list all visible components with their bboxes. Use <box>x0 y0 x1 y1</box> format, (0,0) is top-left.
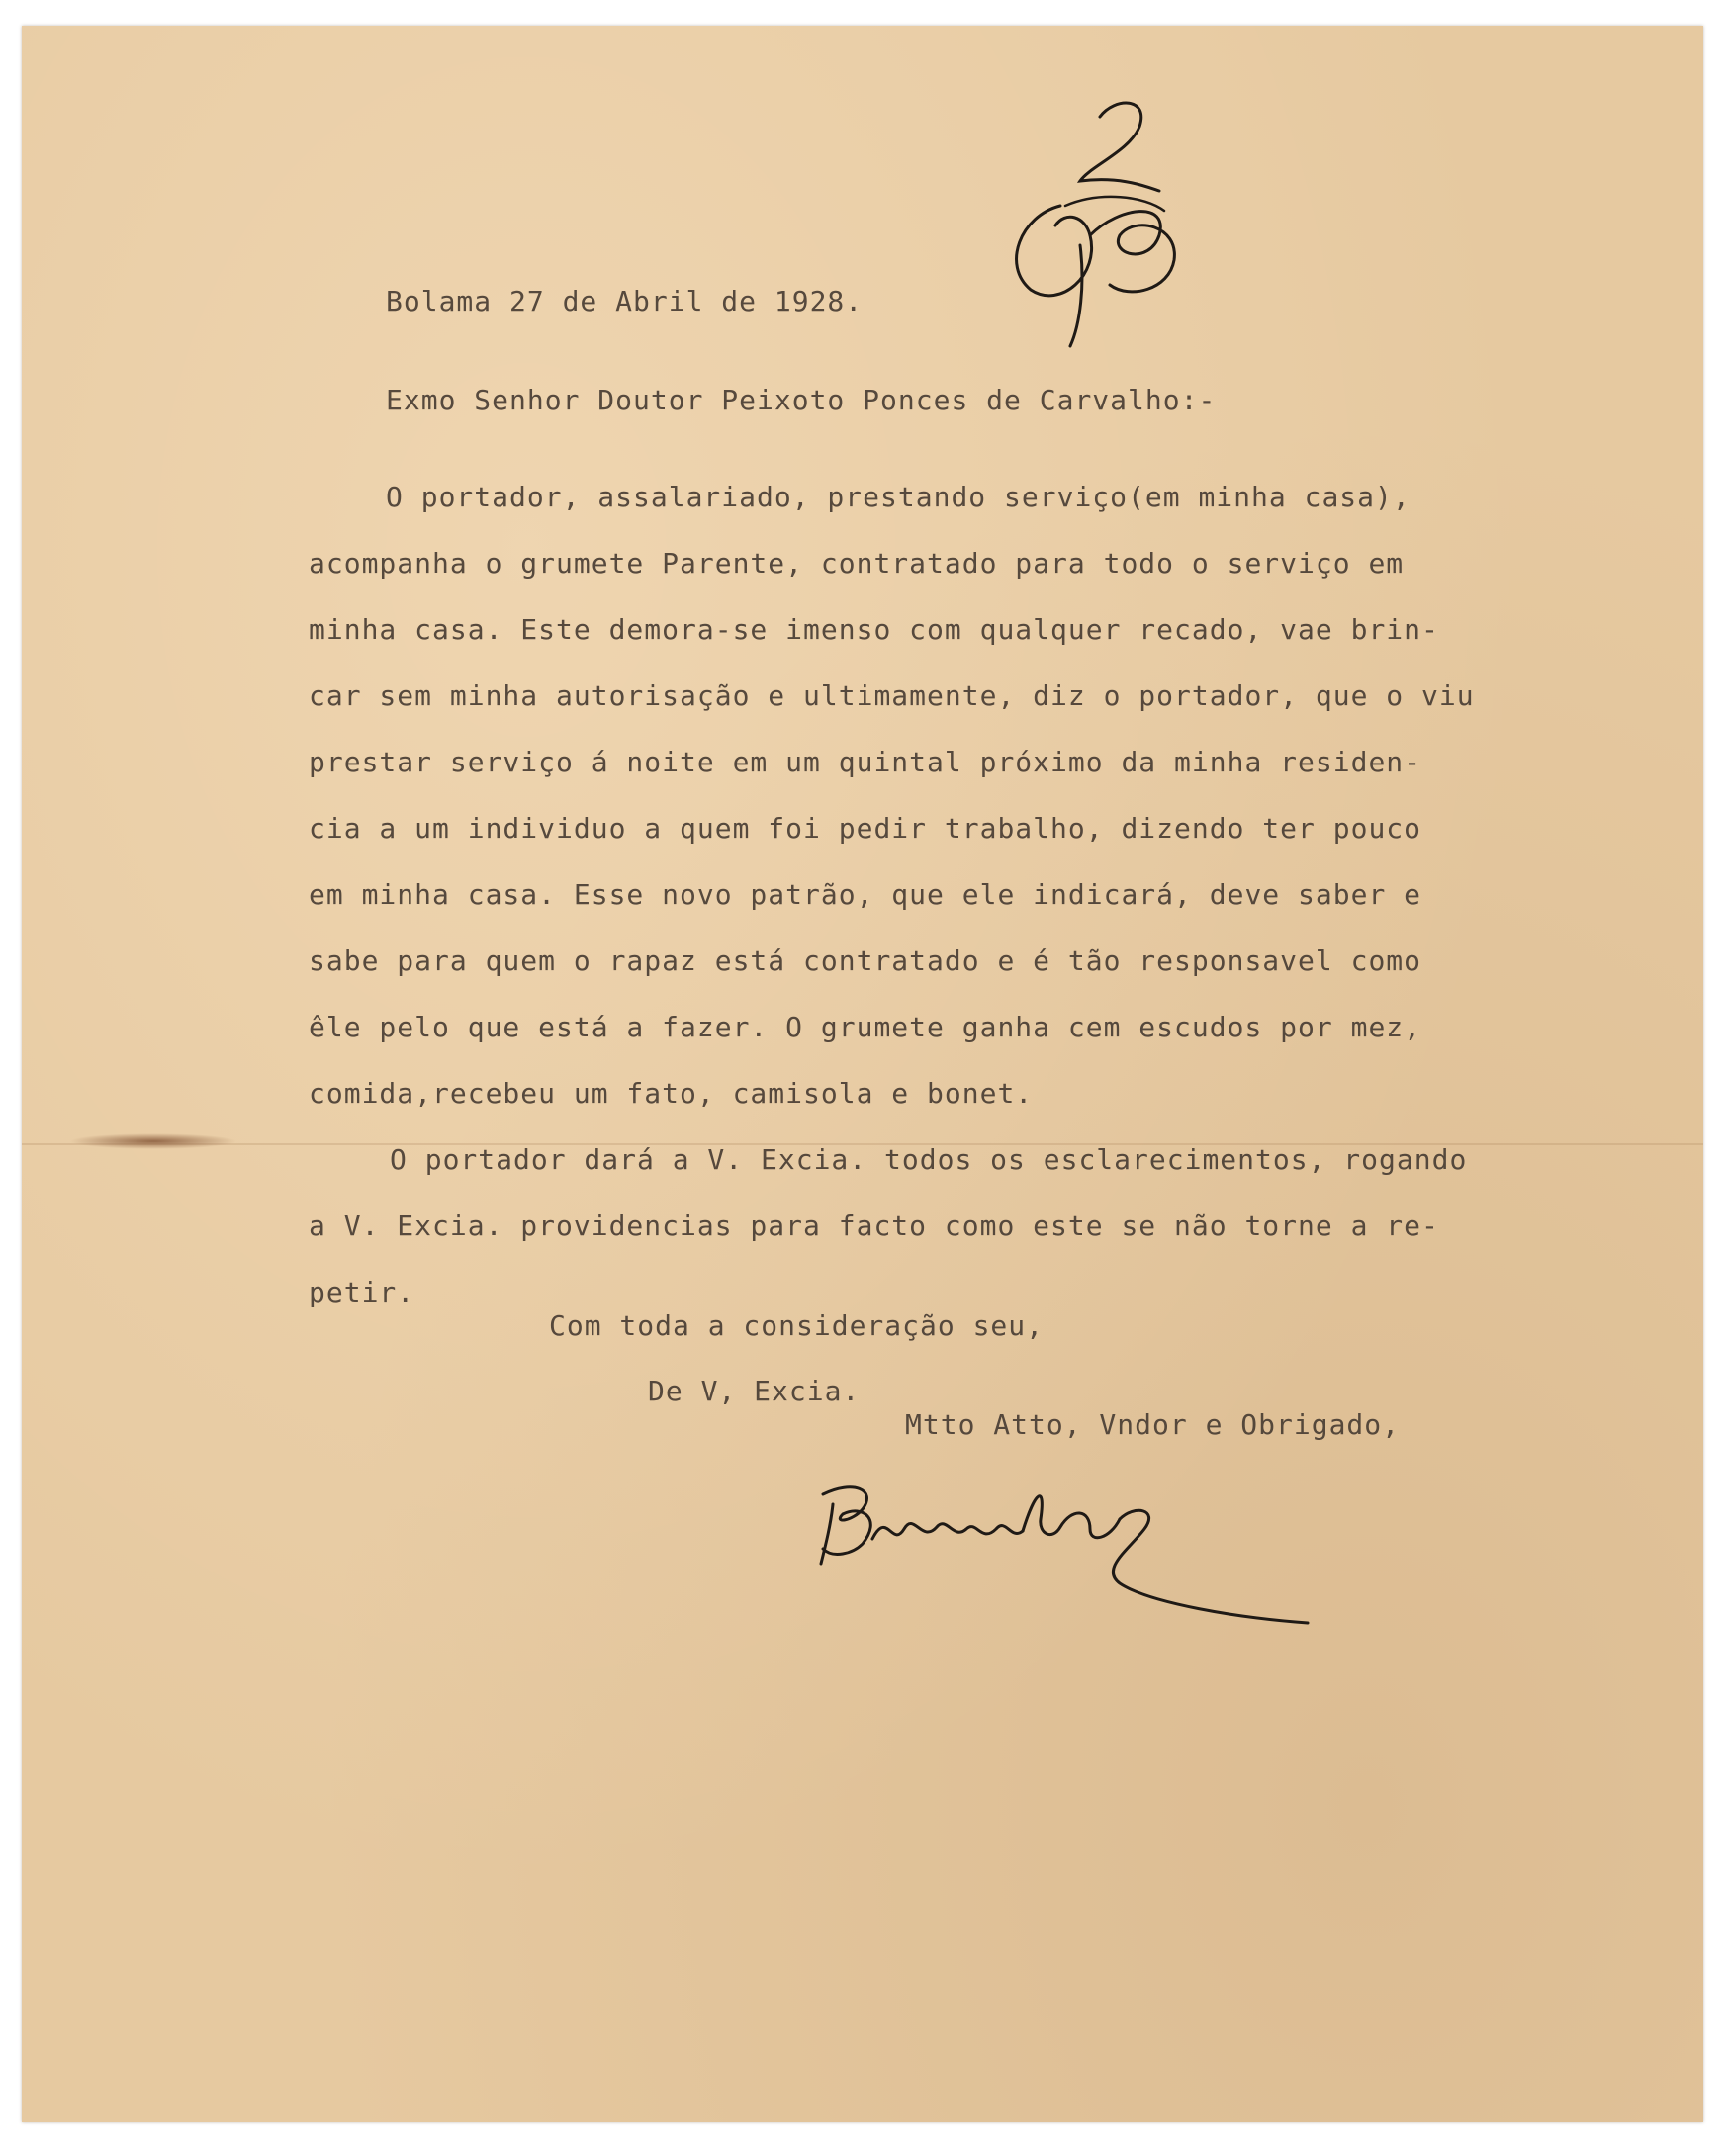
place-date: Bolama 27 de Abril de 1928. <box>386 285 864 317</box>
body-line: cia a um individuo a quem foi pedir trabalho, dizendo ter pouco <box>309 812 1422 845</box>
closing-line: Com toda a consideração seu, <box>549 1309 1045 1342</box>
salutation: Exmo Senhor Doutor Peixoto Ponces de Carvalho:- <box>386 384 1217 416</box>
body-line: a V. Excia. providencias para facto como este se não torne a re- <box>309 1210 1439 1242</box>
body-line: O portador, assalariado, prestando serviço(em minha casa), <box>386 481 1411 513</box>
body-line: petir. <box>309 1276 415 1308</box>
body-line: em minha casa. Esse novo patrão, que ele indicará, deve saber e <box>309 878 1422 911</box>
body-line: prestar serviço á noite em um quintal próximo da minha residen- <box>309 746 1422 778</box>
handwritten-signature-icon <box>793 1450 1347 1648</box>
body-line: êle pelo que está a fazer. O grumete ganha cem escudos por mez, <box>309 1011 1422 1043</box>
body-line: car sem minha autorisação e ultimamente, diz o portador, que o viu <box>309 679 1475 712</box>
paper-stain <box>69 1133 237 1149</box>
body-line: comida,recebeu um fato, camisola e bonet. <box>309 1077 1034 1110</box>
body-line: acompanha o grumete Parente, contratado para todo o serviço em <box>309 547 1405 580</box>
body-line: minha casa. Este demora-se imenso com qualquer recado, vae brin- <box>309 613 1439 646</box>
closing-line: Mtto Atto, Vndor e Obrigado, <box>905 1408 1401 1441</box>
letter-page <box>22 26 1703 2122</box>
body-line: O portador dará a V. Excia. todos os esclarecimentos, rogando <box>390 1143 1468 1176</box>
handwritten-initials-icon <box>971 87 1199 354</box>
closing-line: De V, Excia. <box>648 1375 861 1407</box>
body-line: sabe para quem o rapaz está contratado e é tão responsavel como <box>309 944 1422 977</box>
